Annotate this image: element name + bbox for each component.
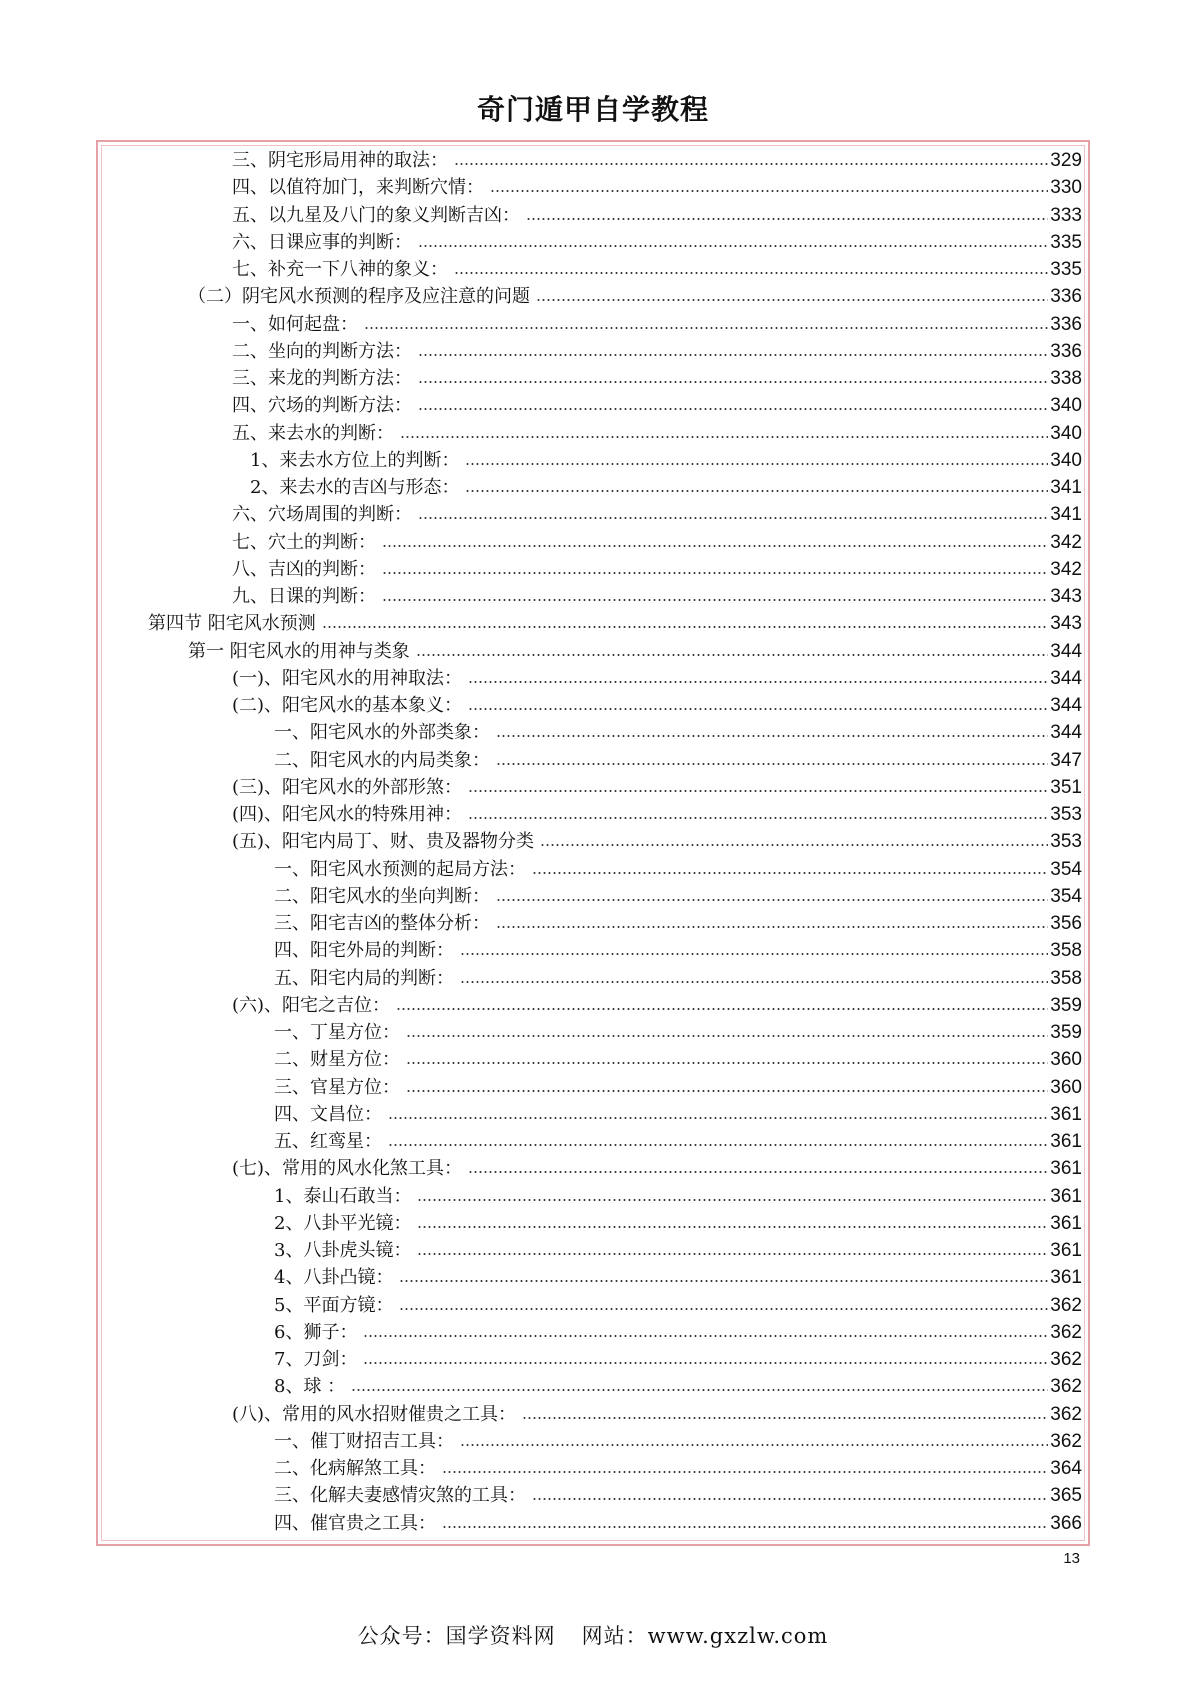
toc-entry[interactable]: [232, 799, 1082, 826]
toc-entry[interactable]: [274, 1181, 1082, 1208]
toc-entry-page: 366: [1050, 1512, 1082, 1534]
toc-entry-label: 二、财星方位：: [274, 1049, 400, 1071]
toc-entry-label: 8、球 ：: [274, 1376, 346, 1398]
toc-entry-label: 四、文昌位：: [274, 1103, 382, 1125]
toc-entry[interactable]: [274, 1262, 1082, 1289]
toc-entry-page: 359: [1050, 1022, 1082, 1043]
toc-entry-label: 4、八卦凸镜：: [274, 1267, 394, 1289]
toc-entry-label: 八、吉凶的判断：: [232, 558, 376, 580]
toc-entry[interactable]: [274, 908, 1082, 935]
toc-entry-page: 347: [1050, 749, 1082, 771]
toc-dot-leader: [382, 570, 1048, 576]
toc-entry[interactable]: [274, 1317, 1082, 1344]
toc-entry-label: (一)、阳宅风水的用神取法：: [232, 667, 463, 689]
toc-entry[interactable]: [232, 772, 1082, 799]
toc-entry-label: 五、来去水的判断：: [232, 422, 394, 444]
toc-entry-page: 353: [1050, 831, 1082, 853]
toc-entry-page: 329: [1050, 150, 1082, 171]
toc-dot-leader: [382, 543, 1048, 549]
toc-entry-page: 342: [1050, 531, 1082, 553]
toc-entry-page: 336: [1050, 313, 1082, 335]
toc-entry-label: 四、阳宅外局的判断：: [274, 940, 454, 962]
toc-entry-label: 2、来去水的吉凶与形态：: [250, 477, 460, 498]
toc-entry[interactable]: [274, 1344, 1082, 1371]
toc-entry[interactable]: [250, 472, 1082, 499]
toc-entry-label: 三、阴宅形局用神的取法：: [232, 150, 448, 171]
toc-entry[interactable]: [232, 336, 1082, 363]
toc-entry-page: 361: [1050, 1267, 1082, 1289]
toc-entry-page: 330: [1050, 177, 1082, 199]
toc-dot-leader: [416, 652, 1049, 658]
toc-entry[interactable]: [232, 390, 1082, 417]
toc-entry-page: 344: [1050, 722, 1082, 744]
toc-dot-leader: [460, 1442, 1048, 1448]
toc-entry-label: 五、以九星及八门的象义判断吉凶：: [232, 204, 520, 226]
toc-entry-page: 362: [1050, 1294, 1082, 1316]
toc-entry[interactable]: [232, 172, 1082, 199]
toc-entry[interactable]: [274, 1508, 1082, 1535]
toc-dot-leader: [363, 1333, 1048, 1339]
toc-entry[interactable]: [232, 527, 1082, 554]
toc-entry-label: 一、丁星方位：: [274, 1022, 400, 1043]
toc-entry-label: 四、以值符加门，来判断穴情：: [232, 177, 484, 199]
toc-entry[interactable]: [232, 499, 1082, 526]
toc-dot-leader: [406, 1033, 1048, 1039]
toc-entry-page: 342: [1050, 558, 1082, 580]
toc-entry-page: 336: [1050, 340, 1082, 362]
toc-entry-label: 三、来龙的判断方法：: [232, 368, 412, 389]
toc-entry-label: 七、补充一下八神的象义：: [232, 259, 448, 280]
toc-entry[interactable]: [232, 690, 1082, 717]
toc-entry-page: 358: [1050, 967, 1082, 989]
toc-entry[interactable]: [274, 881, 1082, 908]
toc-entry-label: 九、日课的判断：: [232, 586, 376, 607]
toc-entry-label: 二、阳宅风水的坐向判断：: [274, 885, 490, 907]
toc-entry-label: 2、八卦平光镜：: [274, 1212, 412, 1234]
toc-entry-page: 340: [1050, 449, 1082, 471]
toc-entry[interactable]: [274, 1480, 1082, 1507]
toc-entry[interactable]: [232, 1153, 1082, 1180]
page-number: 13: [1063, 1550, 1080, 1567]
toc-entry-label: 六、穴场周围的判断：: [232, 504, 412, 526]
toc-entry-page: 335: [1050, 231, 1082, 253]
toc-dot-leader: [406, 1060, 1048, 1066]
toc-entry-label: 1、泰山石敢当：: [274, 1185, 412, 1207]
toc-entry-page: 338: [1050, 368, 1082, 389]
toc-entry-label: 一、催丁财招吉工具：: [274, 1430, 454, 1452]
toc-entry[interactable]: [188, 636, 1082, 663]
toc-entry[interactable]: [232, 826, 1082, 853]
toc-entry[interactable]: [188, 281, 1082, 308]
toc-entry[interactable]: [232, 309, 1082, 336]
toc-dot-leader: [442, 1524, 1048, 1530]
toc-dot-leader: [465, 461, 1048, 467]
toc-entry-page: 361: [1050, 1158, 1082, 1180]
toc-entry[interactable]: [274, 1208, 1082, 1235]
toc-dot-leader: [417, 1224, 1048, 1230]
toc-dot-leader: [490, 188, 1048, 194]
toc-entry-label: 七、穴土的判断：: [232, 531, 376, 553]
toc-entry-page: 344: [1050, 640, 1082, 662]
toc-entry-page: 351: [1050, 776, 1082, 798]
toc-dot-leader: [322, 624, 1049, 630]
toc-entry-page: 359: [1050, 994, 1082, 1016]
toc-entry-label: 6、狮子：: [274, 1321, 358, 1343]
toc-entry[interactable]: [232, 581, 1082, 608]
toc-dot-leader: [468, 815, 1048, 821]
toc-entry-page: 340: [1050, 422, 1082, 444]
toc-entry-page: 354: [1050, 858, 1082, 880]
toc-dot-leader: [399, 1306, 1048, 1312]
toc-entry-page: 341: [1050, 477, 1082, 498]
toc-entry-page: 358: [1050, 940, 1082, 962]
toc-dot-leader: [363, 1360, 1048, 1366]
toc-entry-label: 1、来去水方位上的判断：: [250, 449, 460, 471]
toc-entry-page: 341: [1050, 504, 1082, 526]
toc-entry-page: 344: [1050, 667, 1082, 689]
toc-entry-label: 五、红鸾星：: [274, 1131, 382, 1152]
toc-entry-page: 344: [1050, 695, 1082, 716]
toc-entry-page: 362: [1050, 1403, 1082, 1425]
toc-entry[interactable]: [232, 418, 1082, 445]
toc-entry-label: (五)、阳宅内局丁、财、贵及器物分类: [232, 831, 535, 853]
toc-entry-page: 354: [1050, 885, 1082, 907]
toc-entry-page: 361: [1050, 1131, 1082, 1152]
toc-entry[interactable]: [274, 745, 1082, 772]
toc-entry[interactable]: [274, 1072, 1082, 1099]
toc-entry-page: 361: [1050, 1212, 1082, 1234]
toc-entry-label: 7、刀剑：: [274, 1349, 358, 1370]
toc-entry[interactable]: [232, 663, 1082, 690]
toc-dot-leader: [465, 488, 1048, 494]
toc-entry-page: 362: [1050, 1376, 1082, 1398]
toc-entry[interactable]: [274, 1044, 1082, 1071]
toc-entry-label: (四)、阳宅风水的特殊用神：: [232, 804, 463, 825]
toc-dot-leader: [532, 870, 1048, 876]
toc-entry-label: (二)、阳宅风水的基本象义：: [232, 695, 463, 716]
toc-dot-leader: [522, 1415, 1048, 1421]
toc-dot-leader: [388, 1115, 1048, 1121]
toc-dot-leader: [468, 706, 1048, 712]
toc-entry-label: (三)、阳宅风水的外部形煞：: [232, 776, 463, 798]
toc-entry[interactable]: [232, 1399, 1082, 1426]
toc-entry-page: 361: [1050, 1240, 1082, 1261]
toc-dot-leader: [417, 1251, 1048, 1257]
toc-entry-label: 一、阳宅风水的外部类象：: [274, 722, 490, 744]
toc-dot-leader: [364, 325, 1048, 331]
document-title: 奇门遁甲自学教程: [476, 93, 709, 126]
toc-entry[interactable]: [274, 854, 1082, 881]
toc-dot-leader: [418, 352, 1048, 358]
toc-dot-leader: [418, 243, 1048, 249]
toc-entry[interactable]: [274, 935, 1082, 962]
toc-entry-page: 362: [1050, 1430, 1082, 1452]
toc-entry[interactable]: [274, 1235, 1082, 1262]
toc-dot-leader: [399, 1278, 1048, 1284]
toc-dot-leader: [351, 1387, 1048, 1393]
toc-entry[interactable]: [232, 200, 1082, 227]
toc-entry-label: (六)、阳宅之吉位：: [232, 994, 391, 1016]
toc-dot-leader: [454, 161, 1048, 167]
toc-entry-page: 356: [1050, 913, 1082, 934]
toc-entry[interactable]: [232, 227, 1082, 254]
toc-entry-label: 3、八卦虎头镜：: [274, 1240, 412, 1261]
toc-entry-page: 353: [1050, 804, 1082, 825]
toc-entry-label: 六、日课应事的判断：: [232, 231, 412, 253]
toc-dot-leader: [536, 297, 1048, 303]
toc-entry-page: 361: [1050, 1103, 1082, 1125]
toc-entry[interactable]: [232, 363, 1082, 390]
toc-dot-leader: [417, 1197, 1048, 1203]
toc-entry[interactable]: [232, 990, 1082, 1017]
toc-entry-label: 第四节 阳宅风水预测: [148, 613, 316, 635]
toc-entry[interactable]: [274, 1126, 1082, 1153]
toc-entry-label: 四、催官贵之工具：: [274, 1512, 436, 1534]
footer: [0, 1620, 1186, 1650]
toc-dot-leader: [382, 597, 1048, 603]
toc-entry-label: (七)、常用的风水化煞工具：: [232, 1158, 463, 1180]
toc-entry-label: 一、如何起盘：: [232, 313, 358, 335]
toc-dot-leader: [526, 216, 1048, 222]
toc-dot-leader: [496, 897, 1048, 903]
toc-entry-label: 二、化病解煞工具：: [274, 1458, 436, 1479]
toc-dot-leader: [418, 515, 1048, 521]
toc-dot-leader: [496, 761, 1048, 767]
toc-entry-label: 一、阳宅风水预测的起局方法：: [274, 858, 526, 880]
toc-entry-page: 362: [1050, 1321, 1082, 1343]
toc-entry-page: 362: [1050, 1349, 1082, 1370]
toc-entry-label: 五、阳宅内局的判断：: [274, 967, 454, 989]
toc-entry[interactable]: [274, 1426, 1082, 1453]
toc-dot-leader: [496, 733, 1048, 739]
toc-entry[interactable]: [148, 608, 1082, 635]
footer-website: 网站：www.gxzlw.com: [581, 1624, 829, 1648]
toc-dot-leader: [468, 1169, 1048, 1175]
toc-dot-leader: [388, 1142, 1048, 1148]
toc-dot-leader: [454, 270, 1048, 276]
toc-entry-label: 5、平面方镜：: [274, 1294, 394, 1316]
toc-entry-page: 360: [1050, 1076, 1082, 1098]
toc-dot-leader: [460, 979, 1048, 985]
toc-entry-label: (八)、常用的风水招财催贵之工具：: [232, 1403, 517, 1425]
toc-dot-leader: [496, 924, 1048, 930]
toc-entry-label: 三、官星方位：: [274, 1076, 400, 1098]
toc-entry[interactable]: [274, 717, 1082, 744]
toc-dot-leader: [532, 1496, 1048, 1502]
toc-entry[interactable]: [274, 963, 1082, 990]
toc-entry[interactable]: [274, 1017, 1082, 1044]
toc-entry-page: 335: [1050, 259, 1082, 280]
toc-entry[interactable]: [232, 554, 1082, 581]
toc-dot-leader: [442, 1469, 1048, 1475]
footer-account: 公众号：国学资料网: [357, 1624, 556, 1648]
toc-dot-leader: [460, 951, 1048, 957]
toc-entry-label: 二、阳宅风水的内局类象：: [274, 749, 490, 771]
toc-entry[interactable]: [274, 1290, 1082, 1317]
toc-dot-leader: [468, 788, 1048, 794]
toc-entry-label: 二、坐向的判断方法：: [232, 340, 412, 362]
toc-entry-label: 四、穴场的判断方法：: [232, 395, 412, 417]
toc-dot-leader: [406, 1088, 1048, 1094]
toc-entry[interactable]: [232, 254, 1082, 281]
toc-dot-leader: [418, 379, 1048, 385]
toc-entry-page: 364: [1050, 1458, 1082, 1479]
toc-entry-page: 336: [1050, 286, 1082, 308]
toc-entry-page: 361: [1050, 1185, 1082, 1207]
toc-entry[interactable]: [274, 1453, 1082, 1480]
toc-entry-label: 三、阳宅吉凶的整体分析：: [274, 913, 490, 934]
toc-entry-page: 343: [1050, 586, 1082, 607]
toc-entry[interactable]: [250, 445, 1082, 472]
toc-entry-page: 365: [1050, 1485, 1082, 1507]
toc-entry-page: 340: [1050, 395, 1082, 417]
toc-entry-page: 360: [1050, 1049, 1082, 1071]
toc-entry[interactable]: [232, 145, 1082, 172]
toc-entry-label: 第一 阳宅风水的用神与类象: [188, 640, 410, 662]
toc-dot-leader: [468, 679, 1048, 685]
toc-dot-leader: [396, 1006, 1048, 1012]
toc-entry-label: 三、化解夫妻感情灾煞的工具：: [274, 1485, 526, 1507]
toc-entry[interactable]: [274, 1099, 1082, 1126]
toc-entry-label: （二）阴宅风水预测的程序及应注意的问题: [188, 286, 530, 308]
toc-dot-leader: [400, 434, 1048, 440]
toc-entry-page: 343: [1050, 613, 1082, 635]
toc-entry-page: 333: [1050, 204, 1082, 226]
toc-dot-leader: [540, 842, 1048, 848]
toc-dot-leader: [418, 406, 1048, 412]
toc-entry[interactable]: [274, 1371, 1082, 1398]
